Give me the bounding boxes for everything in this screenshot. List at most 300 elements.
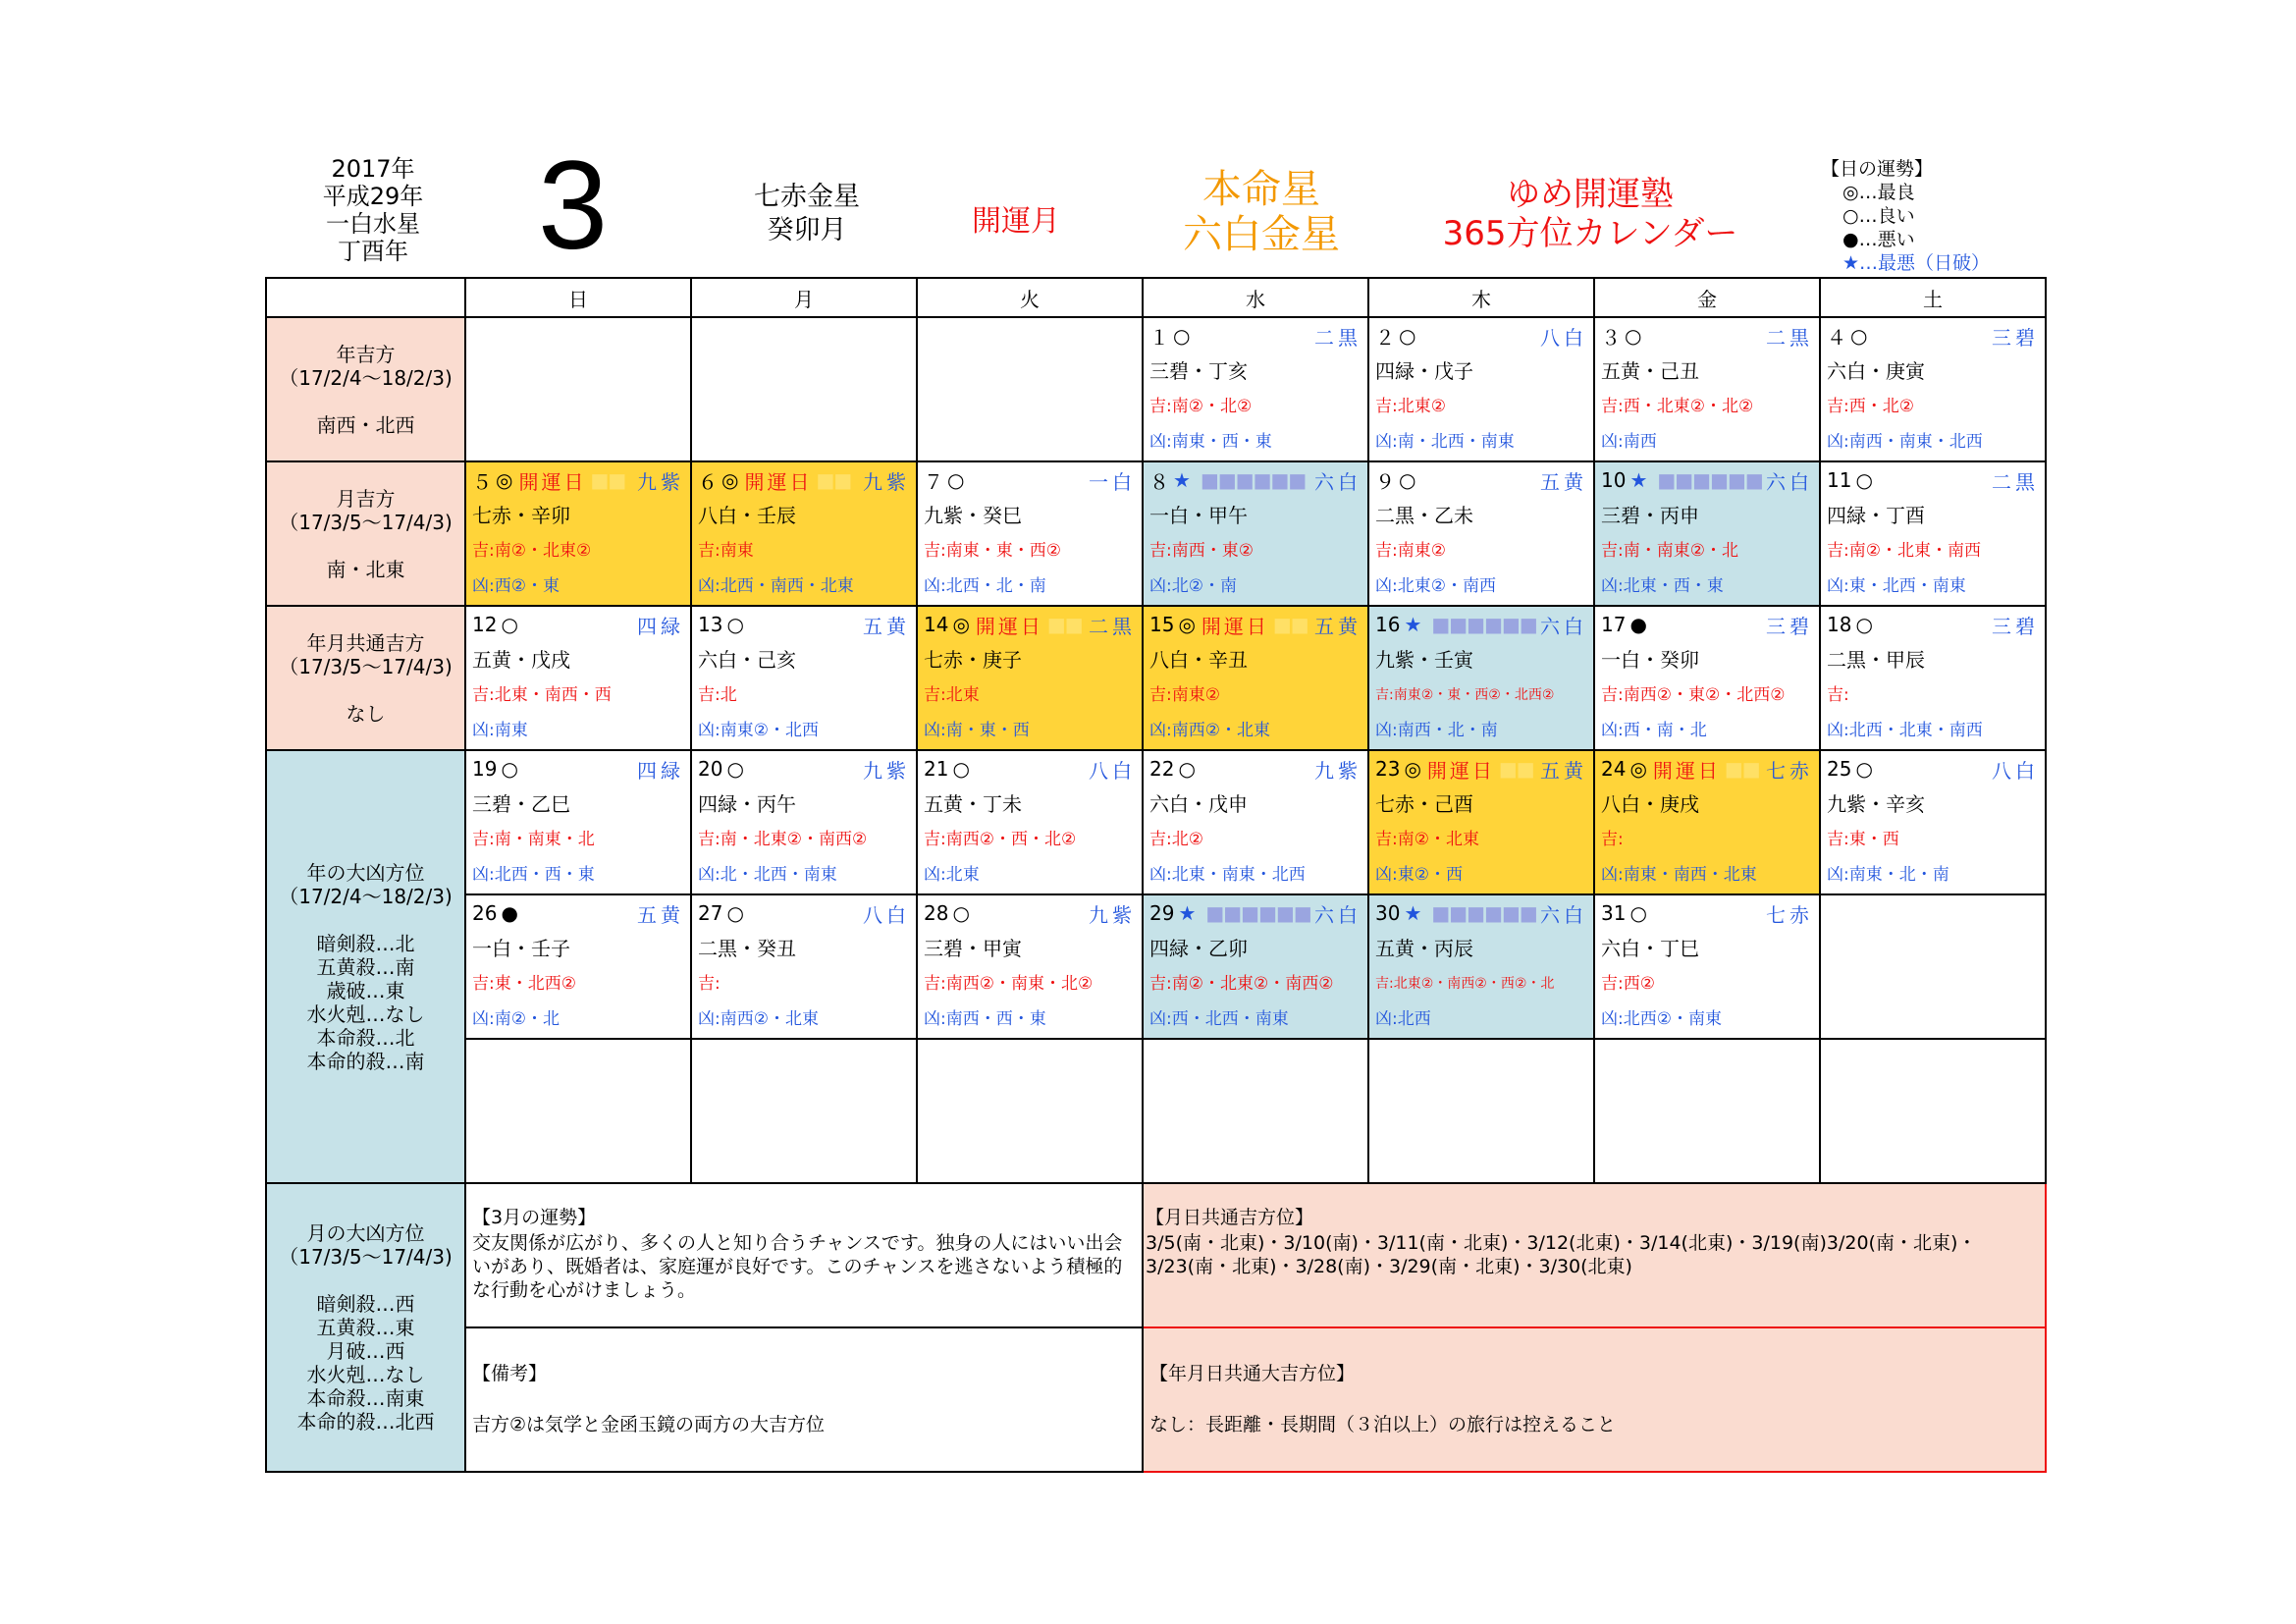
bad-directions: 凶:北・北西・南東 (698, 865, 837, 885)
lucky-directions: 吉:南東② (1375, 541, 1446, 561)
day-nine-star: 八白 (1089, 758, 1136, 783)
day-cell[interactable] (691, 894, 917, 1039)
month-star (738, 181, 876, 247)
day-kanshi: 一白・甲午 (1149, 504, 1248, 527)
kaiun-day-label: 開運日 (1201, 614, 1269, 638)
calendar-table (265, 277, 2047, 1473)
side-line: 南西・北西 (316, 412, 415, 437)
legend (1821, 157, 1990, 275)
day-kanshi: 九紫・辛亥 (1827, 792, 1925, 816)
day-cell[interactable] (917, 606, 1143, 750)
weekday-fri: 金 (1594, 278, 1820, 317)
day-nine-star: 五黄 (637, 902, 684, 927)
great-lucky-box (1143, 1327, 2046, 1472)
day-nine-star: 七赤 (1766, 758, 1813, 783)
day-nine-star: 六白 (1540, 902, 1587, 927)
day-nine-star: 九紫 (637, 469, 684, 494)
legend-bad: ●…悪い (1842, 229, 1915, 250)
fortune-mark-icon: ★ (1629, 468, 1648, 492)
fortune-mark-icon: ○ (1629, 901, 1647, 925)
empty-week-row (266, 1039, 2046, 1183)
day-header (1595, 318, 1819, 353)
bad-directions: 凶:東②・西 (1375, 865, 1463, 885)
day-cell[interactable] (465, 750, 691, 894)
day-kanshi: 五黄・己丑 (1601, 359, 1699, 383)
fortune-mark-icon: ○ (1850, 324, 1868, 348)
empty-day-cell (1594, 1039, 1820, 1183)
side-line: 五黄殺…南 (316, 954, 415, 979)
month-kanshi: 癸卯月 (767, 215, 847, 245)
lucky-directions: 吉:南②・北東② (472, 541, 592, 561)
bad-directions: 凶:北東・南東・北西 (1149, 865, 1306, 885)
common-lucky-direction (266, 606, 465, 750)
day-cell[interactable] (1368, 894, 1594, 1039)
weekday-wed: 水 (1143, 278, 1368, 317)
fortune-mark-icon: ○ (952, 757, 970, 781)
day-header (918, 751, 1142, 786)
fortune-mark-icon: ○ (1173, 324, 1191, 348)
lucky-directions: 吉:南西②・南東・北② (924, 974, 1094, 994)
day-number: ３ (1601, 325, 1621, 350)
day-number: ７ (924, 469, 943, 494)
day-kanshi: 九紫・壬寅 (1375, 648, 1473, 672)
day-kanshi: 九紫・癸巳 (924, 504, 1022, 527)
empty-day-cell (465, 1039, 691, 1183)
bad-directions: 凶:南西②・北東 (1149, 721, 1270, 740)
day-header (692, 751, 916, 786)
fortune-mark-icon: ○ (952, 901, 970, 925)
weekday-mon: 月 (691, 278, 917, 317)
day-cell[interactable] (1143, 606, 1368, 750)
lucky-directions: 吉:南西・東② (1149, 541, 1254, 561)
day-kanshi: 八白・壬辰 (698, 504, 796, 527)
side-line: （17/3/5～17/4/3) (279, 1245, 453, 1269)
day-cell[interactable] (1143, 461, 1368, 606)
day-cell[interactable] (465, 606, 691, 750)
empty-day-cell (691, 1039, 917, 1183)
lucky-directions: 吉:西・北② (1827, 397, 1914, 416)
side-line: 月吉方 (336, 486, 396, 511)
side-line (267, 390, 464, 413)
fortune-mark-icon: ○ (1855, 613, 1873, 636)
honmei-value: 六白金星 (1183, 212, 1340, 257)
lucky-directions: 吉:北 (698, 685, 737, 705)
fortune-mark-icon: ● (501, 901, 518, 925)
day-nine-star: 九紫 (863, 758, 910, 783)
day-header (1595, 462, 1819, 498)
day-nine-star: 四緑 (637, 758, 684, 783)
day-cell[interactable] (1143, 894, 1368, 1039)
fortune-mark-icon: ○ (501, 613, 518, 636)
day-kanshi: 二黒・甲辰 (1827, 648, 1925, 672)
side-line: 歳破…東 (326, 978, 405, 1002)
day-nine-star: 九紫 (863, 469, 910, 494)
remarks-text: 吉方②は気学と金函玉鏡の両方の大吉方位 (472, 1414, 826, 1435)
highlight-blocks: ■■■■■■ (1657, 468, 1763, 492)
bad-directions: 凶:南・東・西 (924, 721, 1030, 740)
day-cell[interactable] (917, 750, 1143, 894)
lucky-directions: 吉: (1827, 685, 1849, 705)
side-line: 南・北東 (326, 557, 405, 581)
lucky-directions: 吉:南②・北東 (1375, 830, 1479, 849)
day-cell[interactable] (917, 894, 1143, 1039)
day-header (1144, 895, 1367, 931)
lucky-directions: 吉:南東・東・西② (924, 541, 1061, 561)
weekday-thu: 木 (1368, 278, 1594, 317)
day-kanshi: 七赤・己酉 (1375, 792, 1473, 816)
bad-directions: 凶:南西・西・東 (924, 1009, 1046, 1029)
highlight-blocks: ■■ (816, 468, 852, 492)
side-line (267, 1269, 464, 1292)
kaiun-day-label: 開運日 (744, 469, 813, 494)
day-cell[interactable] (691, 461, 917, 606)
day-number: 14 (924, 613, 949, 636)
day-header (466, 751, 690, 786)
week-row (266, 750, 2046, 894)
lucky-directions: 吉:東・西 (1827, 830, 1899, 849)
weekday-sun: 日 (465, 278, 691, 317)
bad-directions: 凶:西・北西・南東 (1149, 1009, 1289, 1029)
remarks-box (465, 1327, 1143, 1472)
bad-directions: 凶:南西・北・南 (1375, 721, 1498, 740)
day-header (1821, 607, 2045, 642)
day-number: 20 (698, 757, 723, 781)
day-number: 19 (472, 757, 498, 781)
day-cell[interactable] (691, 606, 917, 750)
day-number: ２ (1375, 325, 1395, 350)
day-header (1821, 318, 2045, 353)
day-cell[interactable] (1368, 750, 1594, 894)
day-header (918, 607, 1142, 642)
day-cell[interactable] (1368, 606, 1594, 750)
day-kanshi: 六白・丁巳 (1601, 937, 1699, 960)
day-nine-star: 三碧 (1992, 325, 2039, 350)
month-star-name: 七赤金星 (754, 182, 860, 212)
day-kanshi: 四緑・丙午 (698, 792, 796, 816)
side-line: 暗剣殺…西 (316, 1292, 415, 1316)
day-number: ５ (472, 469, 492, 494)
kaiun-day-label: 開運日 (1426, 758, 1495, 783)
lucky-directions: 吉: (1601, 830, 1624, 849)
year-lucky-direction (266, 317, 465, 461)
empty-day-cell (1820, 1039, 2046, 1183)
side-line: 暗剣殺…北 (316, 931, 415, 955)
fortune-mark-icon: ◎ (952, 613, 970, 636)
side-line (267, 678, 464, 702)
day-kanshi: 八白・辛丑 (1149, 648, 1248, 672)
legend-good: ○…良い (1842, 205, 1915, 227)
day-nine-star: 八白 (1992, 758, 2039, 783)
day-nine-star: 八白 (1540, 325, 1587, 350)
lucky-directions: 吉:北東・南西・西 (472, 685, 612, 705)
day-cell[interactable] (1594, 461, 1820, 606)
year-bad-direction (266, 750, 465, 1183)
day-kanshi: 四緑・乙卯 (1149, 937, 1248, 960)
side-line: 五黄殺…東 (316, 1316, 415, 1339)
fortune-mark-icon: ★ (1178, 901, 1197, 925)
day-number: 12 (472, 613, 498, 636)
day-kanshi: 四緑・丁酉 (1827, 504, 1925, 527)
highlight-blocks: ■■■■■■ (1431, 613, 1537, 636)
bad-directions: 凶:南東・西・東 (1149, 432, 1272, 452)
fortune-mark-icon: ◎ (1404, 757, 1421, 781)
fortune-mark-icon: ○ (501, 757, 518, 781)
bad-directions: 凶:南東・北・南 (1827, 865, 1949, 885)
highlight-blocks: ■■ (590, 468, 626, 492)
empty-day-cell (917, 1039, 1143, 1183)
day-kanshi: 六白・庚寅 (1827, 359, 1925, 383)
week-row (266, 461, 2046, 606)
empty-day-cell (1143, 1039, 1368, 1183)
fortune-mark-icon: ○ (726, 901, 744, 925)
day-header (692, 895, 916, 931)
highlight-blocks: ■■ (1498, 757, 1534, 781)
remarks-title: 【備考】 (472, 1363, 548, 1384)
empty-day-cell (691, 317, 917, 461)
bad-directions: 凶:北東 (924, 865, 980, 885)
day-header (1144, 751, 1367, 786)
lucky-directions: 吉:東・北西② (472, 974, 576, 994)
lucky-directions: 吉:南②・北東・南西 (1827, 541, 1981, 561)
title-line-1: ゆめ開運塾 (1507, 175, 1674, 214)
day-number: 30 (1375, 901, 1401, 925)
day-number: 13 (698, 613, 723, 636)
lucky-directions: 吉:南②・北東②・南西② (1149, 974, 1334, 994)
side-line: 水火剋…なし (306, 1363, 425, 1386)
year-line: 2017年 (331, 155, 415, 183)
day-header (1369, 751, 1593, 786)
day-nine-star: 六白 (1314, 902, 1362, 927)
side-line: なし (346, 701, 386, 726)
day-number: 15 (1149, 613, 1175, 636)
fortune-mark-icon: ★ (1404, 901, 1422, 925)
lucky-directions: 吉:南東 (698, 541, 754, 561)
day-nine-star: 八白 (863, 902, 910, 927)
day-nine-star: 七赤 (1766, 902, 1813, 927)
day-nine-star: 六白 (1314, 469, 1362, 494)
fortune-mark-icon: ◎ (1629, 757, 1647, 781)
year-kanshi-line: 丁酉年 (338, 238, 408, 265)
bad-directions: 凶:北西 (1375, 1009, 1431, 1029)
bad-directions: 凶:北西②・南東 (1601, 1009, 1722, 1029)
day-kanshi: 一白・癸卯 (1601, 648, 1699, 672)
day-number: ４ (1827, 325, 1846, 350)
fortune-mark-icon: ◎ (721, 468, 739, 492)
bad-directions: 凶:北西・北東・南西 (1827, 721, 1983, 740)
lucky-directions: 吉:北東② (1375, 397, 1446, 416)
lucky-directions: 吉:南・北東②・南西② (698, 830, 868, 849)
honmei-star (1158, 167, 1364, 257)
fortune-mark-icon: ◎ (496, 468, 513, 492)
lucky-directions: 吉:北東②・南西②・西②・北 (1375, 976, 1555, 992)
day-header (918, 895, 1142, 931)
day-kanshi: 二黒・癸丑 (698, 937, 796, 960)
day-number: 16 (1375, 613, 1401, 636)
day-cell[interactable] (1594, 894, 1820, 1039)
day-cell[interactable] (1820, 750, 2046, 894)
day-number: 21 (924, 757, 949, 781)
notes-row-1 (266, 1183, 2046, 1327)
legend-best: ◎…最良 (1842, 182, 1915, 203)
lucky-directions: 吉:南東②・東・西②・北西② (1375, 687, 1555, 703)
day-kanshi: 六白・戊申 (1149, 792, 1248, 816)
day-kanshi: 一白・壬子 (472, 937, 570, 960)
day-cell[interactable] (1143, 750, 1368, 894)
day-cell[interactable] (1594, 750, 1820, 894)
day-kanshi: 五黄・戊戌 (472, 648, 570, 672)
day-nine-star: 一白 (1089, 469, 1136, 494)
day-cell[interactable] (1143, 317, 1368, 461)
lucky-directions: 吉:北東 (924, 685, 980, 705)
lucky-directions: 吉:南・南東②・北 (1601, 541, 1738, 561)
side-line: 月の大凶方位 (306, 1221, 425, 1245)
fortune-mark-icon: ○ (1399, 324, 1416, 348)
day-kanshi: 五黄・丁未 (924, 792, 1022, 816)
side-line: （17/2/4～18/2/3) (279, 365, 453, 390)
day-nine-star: 二黒 (1314, 325, 1362, 350)
bad-directions: 凶:北②・南 (1149, 576, 1237, 596)
day-number: 23 (1375, 757, 1401, 781)
kaiun-month-label: 開運月 (972, 204, 1060, 239)
day-number: 22 (1149, 757, 1175, 781)
day-cell[interactable] (1820, 317, 2046, 461)
day-nine-star: 九紫 (1089, 902, 1136, 927)
lucky-directions: 吉:西② (1601, 974, 1655, 994)
day-header (1595, 607, 1819, 642)
day-nine-star: 二黒 (1766, 325, 1813, 350)
month-day-common-title: 【月日共通吉方位】 (1146, 1207, 1314, 1228)
fortune-mark-icon: ○ (1399, 468, 1416, 492)
era-line: 平成29年 (322, 183, 424, 210)
side-line (267, 908, 464, 932)
day-cell[interactable] (917, 461, 1143, 606)
day-cell[interactable] (465, 894, 691, 1039)
lucky-directions: 吉:南②・北② (1149, 397, 1253, 416)
bad-directions: 凶:南東②・北西 (698, 721, 819, 740)
day-cell[interactable] (1820, 461, 2046, 606)
day-number: 17 (1601, 613, 1627, 636)
great-lucky-title: 【年月日共通大吉方位】 (1149, 1363, 1356, 1384)
kaiun-day-label: 開運日 (1652, 758, 1721, 783)
month-fortune-box (465, 1183, 1143, 1327)
weekday-sat: 土 (1820, 278, 2046, 317)
empty-day-cell (1368, 1039, 1594, 1183)
empty-day-cell (917, 317, 1143, 461)
day-cell[interactable] (465, 461, 691, 606)
fortune-mark-icon: ○ (1855, 757, 1873, 781)
month-number: 3 (538, 135, 609, 276)
side-line: （17/2/4～18/2/3) (279, 884, 453, 908)
highlight-blocks: ■■ (1272, 613, 1308, 636)
day-number: 11 (1827, 468, 1852, 492)
month-lucky-direction (266, 461, 465, 606)
fortune-mark-icon: ★ (1404, 613, 1422, 636)
bad-directions: 凶:東・北西・南東 (1827, 576, 1966, 596)
side-line (267, 534, 464, 558)
day-cell[interactable] (1594, 317, 1820, 461)
fortune-mark-icon: ◎ (1178, 613, 1196, 636)
bad-directions: 凶:南②・北 (472, 1009, 560, 1029)
bad-directions: 凶:南東 (472, 721, 528, 740)
honmei-label: 本命星 (1202, 167, 1320, 212)
empty-day-cell (1820, 894, 2046, 1039)
fortune-mark-icon: ★ (1173, 468, 1191, 492)
day-header (918, 462, 1142, 498)
day-number: 26 (472, 901, 498, 925)
empty-day-cell (465, 317, 691, 461)
side-line: （17/3/5～17/4/3) (279, 510, 453, 534)
bad-directions: 凶:南・北西・南東 (1375, 432, 1515, 452)
day-nine-star: 二黒 (1089, 614, 1136, 638)
bad-directions: 凶:北西・西・東 (472, 865, 595, 885)
side-line: 本命的殺…北西 (296, 1410, 435, 1434)
day-header (466, 895, 690, 931)
day-header (1369, 318, 1593, 353)
weekday-tue: 火 (917, 278, 1143, 317)
day-number: ９ (1375, 469, 1395, 494)
day-cell[interactable] (1594, 606, 1820, 750)
day-cell[interactable] (1820, 606, 2046, 750)
fortune-mark-icon: ○ (726, 613, 744, 636)
day-header (692, 462, 916, 498)
day-number: 28 (924, 901, 949, 925)
day-cell[interactable] (691, 750, 917, 894)
day-nine-star: 五黄 (1314, 614, 1362, 638)
day-header (466, 607, 690, 642)
highlight-blocks: ■■■■■■ (1431, 901, 1537, 925)
lucky-directions: 吉: (698, 974, 721, 994)
day-header (1821, 751, 2045, 786)
day-cell[interactable] (1368, 461, 1594, 606)
year-info (294, 155, 452, 265)
legend-worst: ★…最悪（日破） (1842, 252, 1991, 274)
day-header (692, 607, 916, 642)
lucky-directions: 吉:南西②・西・北② (924, 830, 1077, 849)
lucky-directions: 吉:南東② (1149, 685, 1220, 705)
day-kanshi: 八白・庚戌 (1601, 792, 1699, 816)
side-line: 水火剋…なし (306, 1001, 425, 1026)
fortune-mark-icon: ○ (1855, 468, 1873, 492)
day-kanshi: 六白・己亥 (698, 648, 796, 672)
month-bad-direction (266, 1183, 465, 1472)
year-star-line: 一白水星 (326, 210, 420, 238)
day-number: １ (1149, 325, 1169, 350)
day-number: 31 (1601, 901, 1627, 925)
day-cell[interactable] (1368, 317, 1594, 461)
side-line: 本命殺…北 (316, 1025, 415, 1050)
day-nine-star: 九紫 (1314, 758, 1362, 783)
day-nine-star: 四緑 (637, 614, 684, 638)
month-fortune-text: 交友関係が広がり、多くの人と知り合うチャンスです。独身の人にはいい出会いがあり、既婚者は、家庭運が良好です。このチャンスを逃さないよう積極的な行動を心がけましょう。 (472, 1232, 1123, 1301)
highlight-blocks: ■■■■■■ (1200, 468, 1307, 492)
lucky-directions: 吉:北② (1149, 830, 1203, 849)
day-number: 10 (1601, 468, 1627, 492)
bad-directions: 凶:南東・南西・北東 (1601, 865, 1757, 885)
day-header (1821, 462, 2045, 498)
day-header (1369, 462, 1593, 498)
notes-row-2 (266, 1327, 2046, 1472)
day-header (1369, 607, 1593, 642)
side-line: 本命的殺…南 (306, 1049, 425, 1073)
lucky-directions: 吉:西・北東②・北② (1601, 397, 1754, 416)
bad-directions: 凶:南西 (1601, 432, 1657, 452)
day-kanshi: 五黄・丙辰 (1375, 937, 1473, 960)
day-nine-star: 五黄 (1540, 469, 1587, 494)
day-kanshi: 三碧・乙巳 (472, 792, 570, 816)
fortune-mark-icon: ○ (947, 468, 965, 492)
highlight-blocks: ■■ (1046, 613, 1083, 636)
day-kanshi: 七赤・庚子 (924, 648, 1022, 672)
